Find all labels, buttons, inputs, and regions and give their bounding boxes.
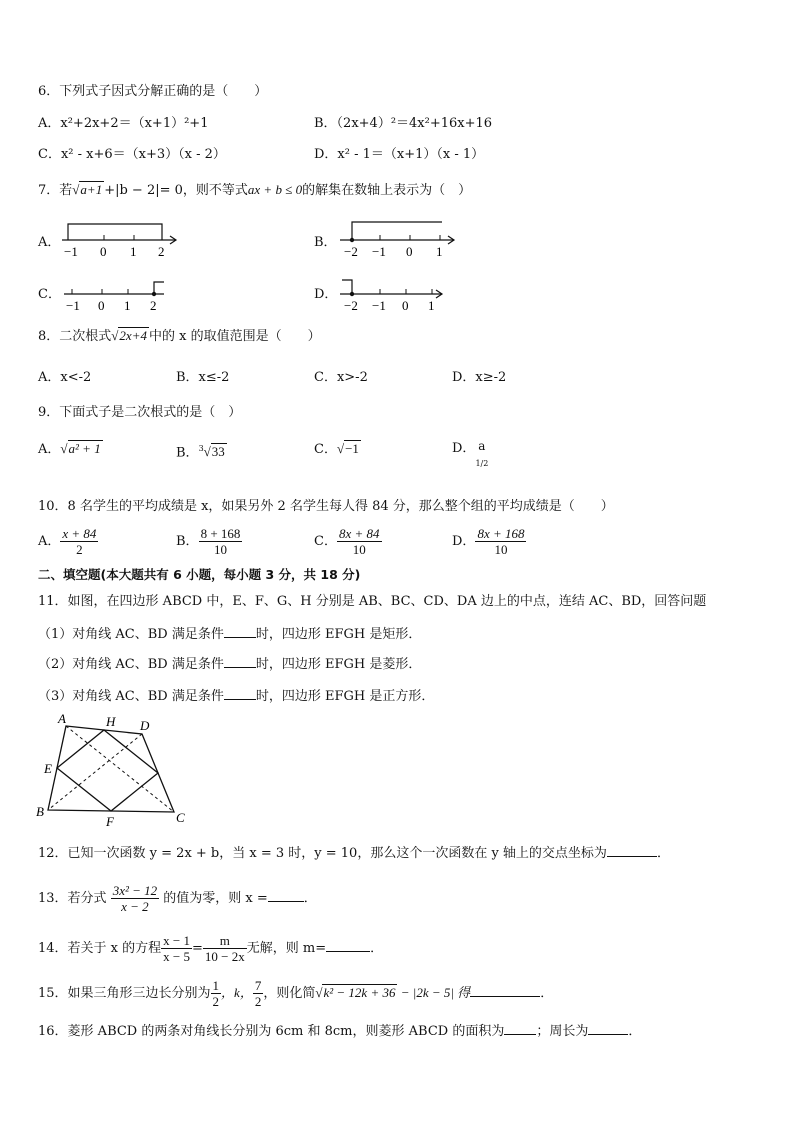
svg-text:B: B <box>36 804 44 819</box>
q10-option-c: C． $\frac{8x + 84}{10}$ <box>314 526 380 557</box>
q6-stem: 6．下列式子因式分解正确的是（ ） <box>38 84 268 99</box>
svg-text:−1: −1 <box>372 244 386 259</box>
q6-option-a: A．x²+2x+2＝（x+1）²+1 <box>38 116 209 131</box>
q11-stem: 11．如图，在四边形 ABCD 中，E、F、G、H 分别是 AB、BC、CD、DA 边上的中点，连结 AC、BD，回答问题 <box>38 594 707 609</box>
q8-option-b: B．x≤-2 <box>176 370 230 385</box>
svg-text:F: F <box>106 814 114 828</box>
svg-text:1: 1 <box>436 244 443 259</box>
svg-text:2: 2 <box>150 298 157 313</box>
q11-quadrilateral-figure <box>36 712 196 828</box>
q7-option-d-label: D． <box>314 287 338 302</box>
q10-stem: 10．8 名学生的平均成绩是 x，如果另外 2 名学生每人得 84 分，那么整个组的平均成绩是（ ） <box>38 499 614 514</box>
q11-part1: （1）对角线 AC、BD 满足条件 时，四边形 EFGH 是矩形． <box>38 627 422 642</box>
q9-option-d: D． a 1/2 <box>452 439 489 468</box>
q11-part2: （2）对角线 AC、BD 满足条件 时，四边形 EFGH 是菱形． <box>38 657 422 672</box>
q13-text: 13．若分式 $\frac{\text{3x² − 12}}{x - 2}$ 的值为零，则 x = ． <box>38 883 317 914</box>
q10-option-d: D． $\frac{8x + 168}{10}$ <box>452 526 525 557</box>
q8-option-d: D．x≥-2 <box>452 370 507 385</box>
q8-option-c: C．x>-2 <box>314 370 368 385</box>
q7-option-a-label: A． <box>38 235 61 250</box>
svg-text:1: 1 <box>428 298 435 313</box>
svg-text:1: 1 <box>130 244 137 259</box>
svg-text:1: 1 <box>124 298 131 313</box>
svg-text:0: 0 <box>402 298 409 313</box>
q9-stem: 9．下面式子是二次根式的是（ ） <box>38 405 242 420</box>
section2-heading: 二、填空题(本大题共有 6 小题，每小题 3 分，共 18 分) <box>38 567 361 582</box>
q6-option-d: D．x² - 1＝（x+1）（x - 1） <box>314 147 485 162</box>
q6-option-c: C．x² - x+6＝（x+3）（x - 2） <box>38 147 226 162</box>
svg-text:−1: −1 <box>372 298 386 313</box>
svg-text:0: 0 <box>98 298 105 313</box>
svg-text:A: A <box>58 712 66 726</box>
q7-option-d-numberline <box>336 274 448 314</box>
q14-text: 14．若关于 x 的方程 $\frac{x - 1}{x - 5}$ = $\frac{m}{10 - 2x}$ 无解，则 m= ． <box>38 933 384 964</box>
svg-text:−2: −2 <box>344 244 358 259</box>
svg-text:−1: −1 <box>64 244 78 259</box>
q9-option-b: B．$^3$√33 <box>176 444 225 461</box>
q16-text: 16．菱形 ABCD 的两条对角线长分别为 6cm 和 8cm，则菱形 ABCD 的面积为 ；周长为 ． <box>38 1024 642 1039</box>
svg-text:0: 0 <box>406 244 413 259</box>
q11-part3: （3）对角线 AC、BD 满足条件 时，四边形 EFGH 是正方形． <box>38 689 435 704</box>
q6-option-b: B．（2x+4）²＝4x²+16x+16 <box>314 116 493 131</box>
svg-text:E: E <box>44 761 52 776</box>
q7-option-b-label: B． <box>314 235 337 250</box>
q12-text: 12．已知一次函数 y = 2x + b，当 x = 3 时，y = 10，那么这个一次函数在 y 轴上的交点坐标为 ． <box>38 846 670 861</box>
q8-option-a: A．x<-2 <box>38 370 92 385</box>
q7-option-c-numberline <box>60 276 170 314</box>
svg-text:−1: −1 <box>66 298 80 313</box>
q15-text: 15．如果三角形三边长分别为 $\frac{1}{2}$ ，k， $\frac{7}{2}$ ，则化简√k² − 12k + 36 − |2k − 5| 得 ． <box>38 978 554 1009</box>
q8-stem: 8．二次根式√2x+4 中的 x 的取值范围是（ ） <box>38 328 321 344</box>
svg-text:0: 0 <box>100 244 107 259</box>
q7-option-a-numberline <box>58 218 188 260</box>
q10-option-a: A． $\frac{x + 84}{2}$ <box>38 526 97 557</box>
svg-text:H: H <box>106 714 116 729</box>
svg-text:−2: −2 <box>344 298 358 313</box>
svg-text:D: D <box>140 718 150 733</box>
svg-text:C: C <box>176 810 185 825</box>
q7-stem: 7．若√a+1 +|b − 2|= 0，则不等式ax + b ≤ 0的解集在数轴上表示为（ ） <box>38 182 472 198</box>
q7-option-b-numberline <box>336 218 460 260</box>
svg-text:2: 2 <box>158 244 165 259</box>
q9-option-c: C．√−1 <box>314 441 359 457</box>
q10-option-b: B． $\frac{8 + 168}{10}$ <box>176 526 241 557</box>
q9-option-a: A．√a² + 1 <box>38 441 101 457</box>
q7-option-c-label: C． <box>38 287 61 302</box>
